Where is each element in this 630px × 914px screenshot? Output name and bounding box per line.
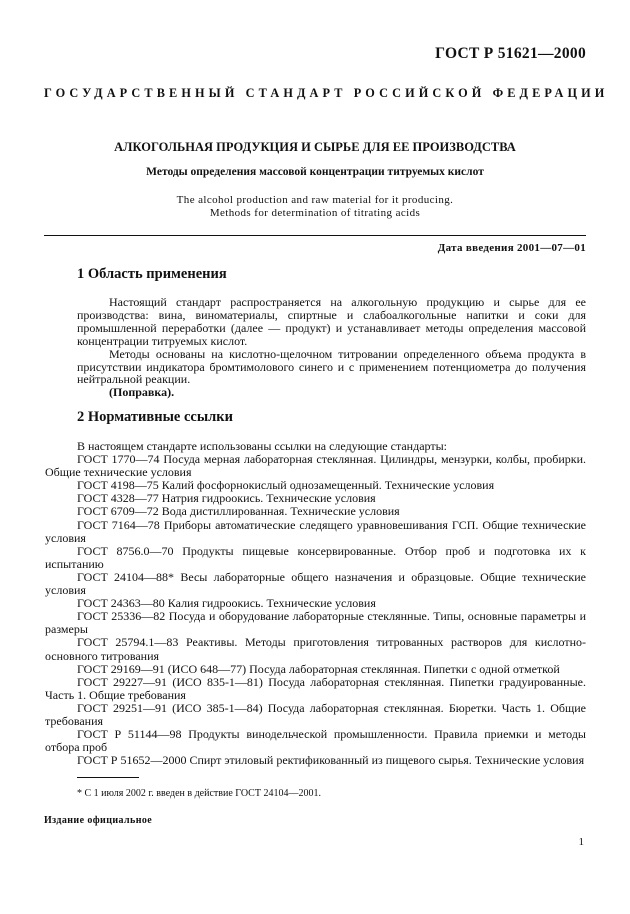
page-number: 1 <box>578 836 584 848</box>
reference-item: ГОСТ 29251—91 (ИСО 385-1—84) Посуда лабораторная стеклянная. Бюретки. Часть 1. Общие требования <box>45 700 586 728</box>
reference-item: ГОСТ 25336—82 Посуда и оборудование лабораторные стеклянные. Типы, основные параметры и размеры <box>45 609 586 637</box>
edition-note: Издание официальное <box>44 815 153 826</box>
reference-item: ГОСТ 4198—75 Калий фосфорнокислый однозамещенный. Технические условия <box>77 478 495 493</box>
introduction-date: Дата введения 2001—07—01 <box>437 242 586 254</box>
reference-item: ГОСТ 25794.1—83 Реактивы. Методы приготовления титрованных растворов для кислотно-основного титрования <box>45 635 586 663</box>
reference-item: ГОСТ 6709—72 Вода дистиллированная. Технические условия <box>77 504 400 519</box>
document-title: АЛКОГОЛЬНАЯ ПРОДУКЦИЯ И СЫРЬЕ ДЛЯ ЕЕ ПРОИЗВОДСТВА <box>114 140 516 154</box>
reference-item: ГОСТ 24104—88* Весы лабораторные общего назначения и образцовые. Общие технические условия <box>45 569 586 598</box>
reference-item: ГОСТ 24363—80 Калия гидроокись. Технические условия <box>77 596 376 611</box>
reference-item: ГОСТ 8756.0—70 Продукты пищевые консервированные. Отбор проб и подготовка их к испытанию <box>45 543 586 571</box>
section-1-body <box>77 296 586 399</box>
section-1-paragraph-2: Методы основаны на кислотно-щелочном титровании определенного объема продукта в присутствии индикатора бромтимолового синего и с применением потенциометра до получения нейтральной реакции. <box>77 346 586 387</box>
title-divider <box>44 235 586 236</box>
reference-item: ГОСТ Р 51652—2000 Спирт этиловый ректификованный из пищевого сырья. Технические условия <box>77 753 585 768</box>
english-title-line-1: The alcohol production and raw material for it producing. <box>176 194 454 206</box>
standard-number: ГОСТ Р 51621—2000 <box>435 45 586 62</box>
english-title-line-2: Methods for determination of titrating acids <box>209 207 421 219</box>
state-standard-title: ГОСУДАРСТВЕННЫЙ СТАНДАРТ РОССИЙСКОЙ ФЕДЕРАЦИИ <box>44 86 609 100</box>
section-2-heading: 2 Нормативные ссылки <box>77 409 233 425</box>
reference-item: ГОСТ 4328—77 Натрия гидроокись. Технические условия <box>77 491 376 506</box>
section-1-paragraph-1: Настоящий стандарт распространяется на алкогольную продукцию и сырье для ее производства: вина, виноматериалы, спиртные и слабоалкогольные напитки и соки для промышленной переработки (далее — продукт) и устанавливает методы определения массовой концентрации титруемых кислот. <box>77 295 586 348</box>
footnote-rule <box>77 777 139 778</box>
reference-item: ГОСТ 29227—91 (ИСО 835-1—81) Посуда лабораторная стеклянная. Пипетки градуированные. Часть 1. Общие требования <box>45 674 586 702</box>
reference-item: ГОСТ 29169—91 (ИСО 648—77) Посуда лабораторная стеклянная. Пипетки с одной отметкой <box>77 661 560 676</box>
footnote: * С 1 июля 2002 г. введен в действие ГОСТ 24104—2001. <box>77 788 321 799</box>
section-2-body <box>45 439 586 768</box>
section-1-heading: 1 Область применения <box>77 266 227 282</box>
reference-item: ГОСТ Р 51144—98 Продукты винодельческой промышленности. Правила приемки и методы отбора проб <box>45 727 586 755</box>
reference-item: ГОСТ 1770—74 Посуда мерная лабораторная стеклянная. Цилиндры, мензурки, колбы, пробирки. Общие технические условия <box>45 452 586 480</box>
document-subtitle: Методы определения массовой концентрации титруемых кислот <box>146 166 484 178</box>
section-1-paragraph-3: (Поправка). <box>109 385 175 400</box>
section-2-intro: В настоящем стандарте использованы ссылки на следующие стандарты: <box>77 439 448 453</box>
reference-item: ГОСТ 7164—78 Приборы автоматические следящего уравновешивания ГСП. Общие технические условия <box>45 517 586 545</box>
